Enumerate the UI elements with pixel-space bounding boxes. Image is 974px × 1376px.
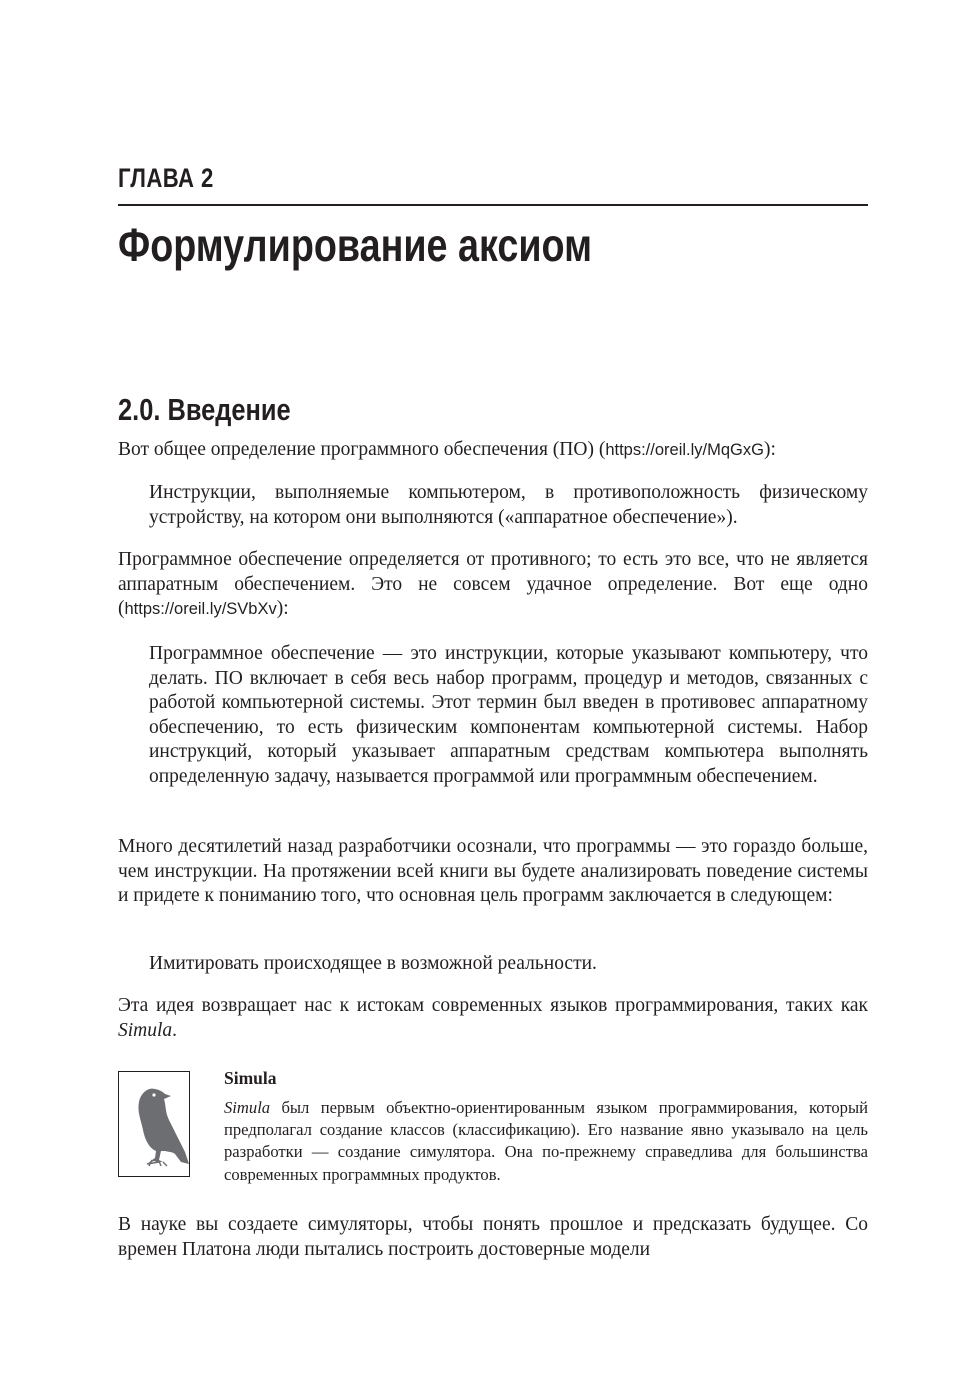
- chapter-rule: [118, 204, 868, 206]
- quote-definition-1: Инструкции, выполняемые компьютером, в противоположность физическому устройству, на котором они выполняются («аппаратное обеспечение»).: [149, 482, 868, 528]
- paragraph-origins-text: Эта идея возвращает нас к истокам современных языков программирования, таких как: [118, 995, 868, 1016]
- paragraph-intro-end: ):: [763, 439, 776, 460]
- paragraph-origins-end: .: [172, 1019, 178, 1041]
- crow-icon: [118, 1071, 190, 1177]
- note-body-term: Simula: [224, 1098, 271, 1117]
- chapter-label: ГЛАВА 2: [118, 163, 214, 193]
- paragraph-origins: [118, 994, 868, 1043]
- quote-definition-2: Программное обеспечение — это инструкции, которые указывают компьютеру, что делать. ПО включает в себя весь набор программ, процедур и методов, связанных с работой компьютерной системы. Этот термин был введен в противовес аппаратному обеспечению, то есть физическим компонентам компьютерной системы. Набор инструкций, который указывает аппаратным средствам компьютера выполнять определенную задачу, называется программой или программным обеспечением.: [149, 643, 868, 787]
- paragraph-intro-text: Вот общее определение программного обеспечения (ПО) (: [118, 439, 606, 460]
- quote-simulate: Имитировать происходящее в возможной реальности.: [149, 953, 597, 974]
- paragraph-opposite-end: ):: [276, 598, 289, 620]
- paragraph-science: В науке вы создаете симуляторы, чтобы понять прошлое и предсказать будущее. Со времен Платона люди пытались построить достоверные модели: [118, 1214, 868, 1260]
- paragraph-opposite-definition: [118, 548, 868, 622]
- paragraph-intro: [118, 438, 868, 463]
- crow-icon-svg: [119, 1072, 201, 1176]
- link-software-definition-2[interactable]: https://oreil.ly/SVbXv: [124, 600, 277, 619]
- simula-term: Simula: [118, 1019, 173, 1041]
- section-title: 2.0. Введение: [118, 392, 291, 427]
- link-software-definition-1[interactable]: https://oreil.ly/MqGxG: [605, 441, 764, 459]
- paragraph-opposite-text: Программное обеспечение определяется от противного; то есть это все, что не является аппаратным обеспечением. Это не совсем удачное определение. Вот еще одно (: [118, 549, 868, 620]
- paragraph-decades: Много десятилетий назад разработчики осознали, что программы — это гораздо больше, чем инструкции. На протяжении всей книги вы будете анализировать поведение системы и придете к пониманию того, что основная цель программ заключается в следующем:: [118, 836, 868, 907]
- note-body: [224, 1097, 868, 1186]
- note-box: [118, 1068, 868, 1188]
- note-body-text: был первым объектно-ориентированным языком программирования, который предполагал создание классов (классификацию). Его название явно указывало на цель разработки — создание симулятора. Она по-прежнему справедлива для большинства современных программных продуктов.: [224, 1098, 868, 1184]
- chapter-title: Формулирование аксиом: [118, 219, 592, 271]
- note-heading: Simula: [224, 1068, 277, 1088]
